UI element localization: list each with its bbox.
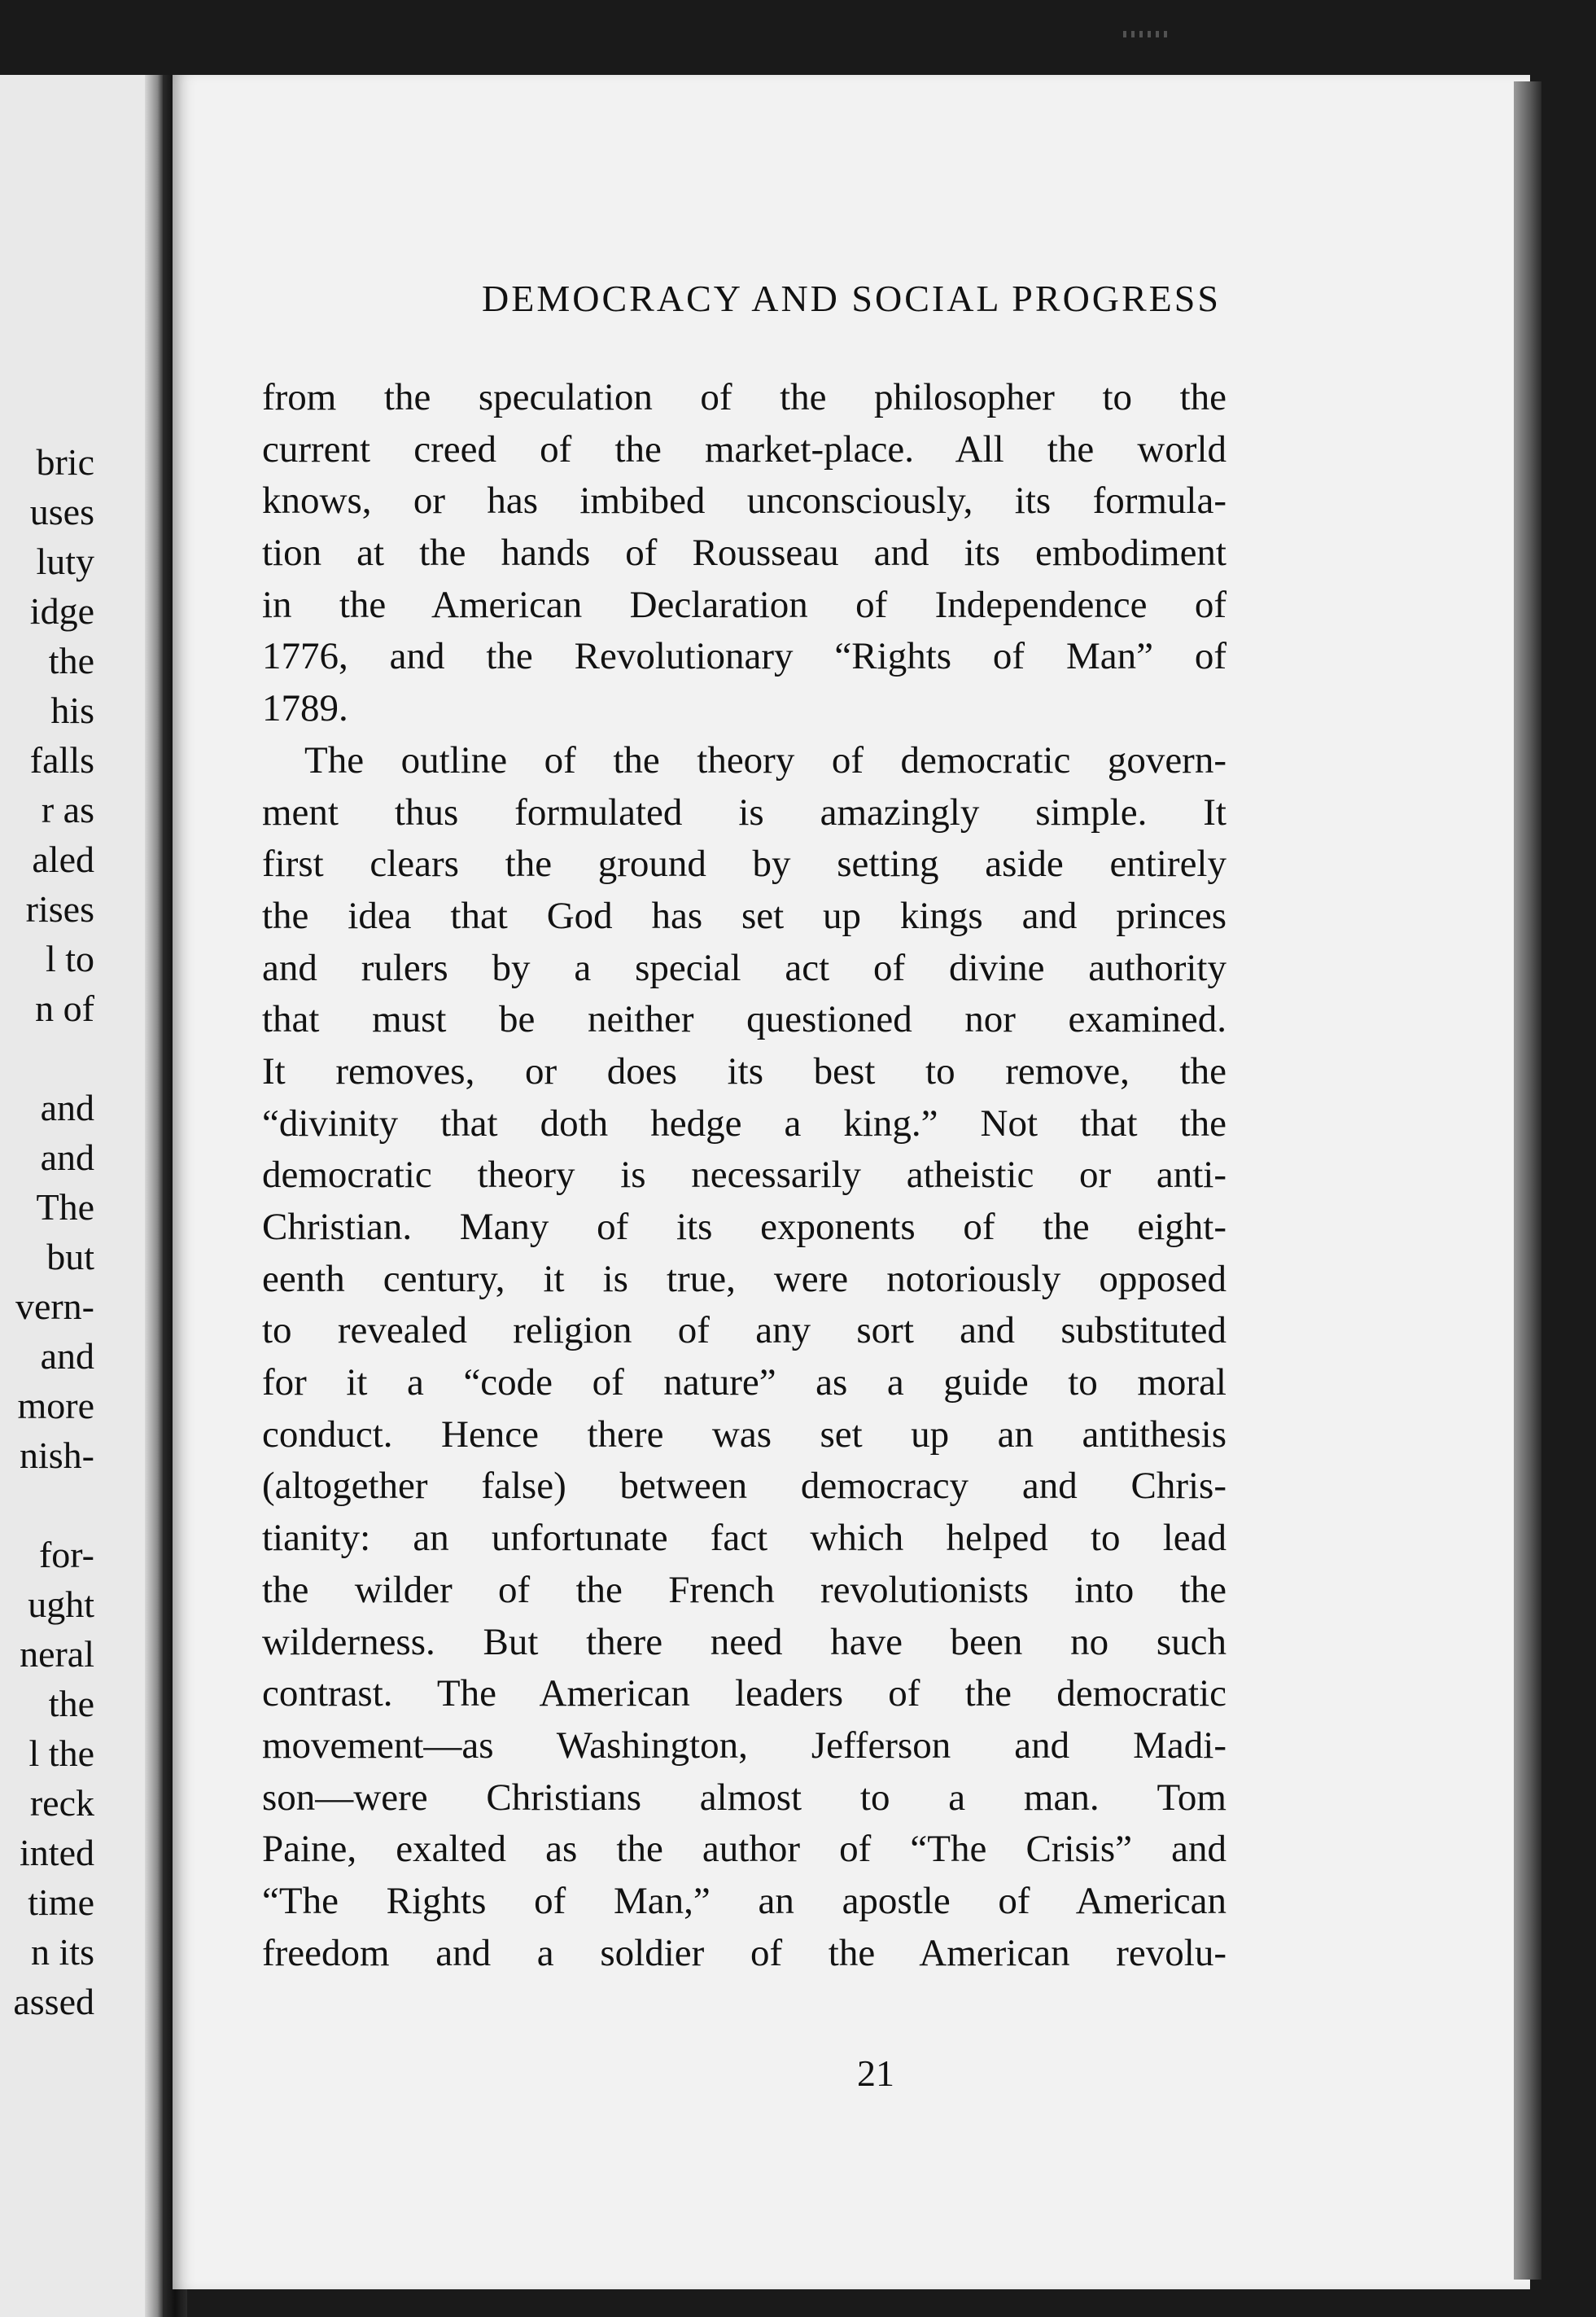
left-page-fragment: n its [31,1931,94,1973]
right-page [173,75,1530,2289]
page-edge-shadow [1514,81,1541,2280]
left-page-fragment: nish- [20,1434,94,1476]
text-line: It removes, or does its best to remove, the [262,1049,1227,1093]
text-line: “The Rights of Man,” an apostle of American [262,1879,1227,1922]
left-page-fragment: rises [25,888,94,930]
left-page-gutter [145,75,163,2317]
left-page-fragment: vern- [15,1286,94,1327]
body-text [262,372,1227,1979]
text-line: that must be neither questioned nor examined. [262,998,1227,1041]
text-line: “divinity that doth hedge a king.” Not that the [262,1102,1227,1145]
running-head: DEMOCRACY AND SOCIAL PROGRESS [482,278,1221,319]
text-line: for it a “code of nature” as a guide to moral [262,1361,1227,1404]
text-line: Paine, exalted as the author of “The Crisis” and [262,1828,1227,1871]
text-line: conduct. Hence there was set up an antithesis [262,1413,1227,1456]
left-page-fragment: for- [38,1534,94,1575]
text-line: Christian. Many of its exponents of the eight- [262,1206,1227,1248]
text-line: tianity: an unfortunate fact which helped to lead [262,1517,1227,1560]
text-line: 1776, and the Revolutionary “Rights of Man” of [262,635,1227,678]
page-number: 21 [857,2052,894,2094]
text-line: current creed of the market-place. All the world [262,427,1227,471]
text-line: freedom and a soldier of the American revolu- [262,1931,1227,1974]
left-facing-page [0,75,163,2317]
left-page-text-fragments [13,437,94,2026]
text-line: to revealed religion of any sort and substituted [262,1309,1227,1352]
left-page-fragment: the [48,1683,94,1724]
left-page-fragment: assed [13,1981,94,2022]
text-line: 1789. [262,687,348,730]
text-line: tion at the hands of Rousseau and its embodiment [262,532,1227,575]
left-page-fragment: his [50,690,94,731]
text-line: wilderness. But there need have been no such [262,1620,1227,1663]
left-page-fragment: luty [36,541,94,582]
left-page-fragment: r as [41,789,94,830]
left-page-fragment: n of [35,988,94,1029]
text-line: the wilder of the French revolutionists into the [262,1568,1227,1611]
text-line: son—were Christians almost to a man. Tom [262,1776,1227,1819]
text-line: the idea that God has set up kings and princes [262,894,1227,937]
left-page-fragment: idge [29,590,94,632]
left-page-fragment: uses [29,491,94,532]
left-page-fragment [13,1033,94,1083]
left-page-fragment: and [40,1335,94,1377]
left-page-fragment: l the [28,1732,94,1774]
left-page-fragment [13,1480,94,1530]
left-page-fragment: bric [36,441,94,483]
text-line: The outline of the theory of democratic govern- [304,738,1227,782]
text-line: democratic theory is necessarily atheistic or anti- [262,1154,1227,1197]
text-line: from the speculation of the philosopher to the [262,376,1227,418]
text-line: knows, or has imbibed unconsciously, its formula- [262,480,1227,523]
text-line: eenth century, it is true, were notoriously opposed [262,1257,1227,1300]
text-line: first clears the ground by setting aside entirely [262,843,1227,886]
left-page-fragment: neral [20,1633,94,1675]
text-line: and rulers by a special act of divine authority [262,946,1227,989]
text-line: contrast. The American leaders of the democratic [262,1672,1227,1715]
left-page-fragment: l to [45,938,94,979]
left-page-fragment: inted [20,1832,94,1873]
left-page-fragment: aled [32,839,94,880]
left-page-fragment: more [17,1385,94,1426]
left-page-fragment: ught [28,1583,94,1625]
left-page-fragment: but [46,1236,94,1277]
left-page-fragment: time [28,1881,94,1923]
left-page-fragment: the [48,640,94,681]
text-line: in the American Declaration of Independence of [262,583,1227,626]
left-page-fragment: and [40,1087,94,1128]
left-page-fragment: The [36,1186,94,1228]
text-line: (altogether false) between democracy and Chris- [262,1465,1227,1508]
text-line: movement—as Washington, Jefferson and Madi- [262,1724,1227,1767]
scan-artifact-marks [1123,31,1172,37]
left-page-fragment: reck [29,1782,94,1824]
left-page-fragment: and [40,1137,94,1178]
text-line: ment thus formulated is amazingly simple. It [262,791,1227,834]
left-page-fragment: falls [29,739,94,781]
